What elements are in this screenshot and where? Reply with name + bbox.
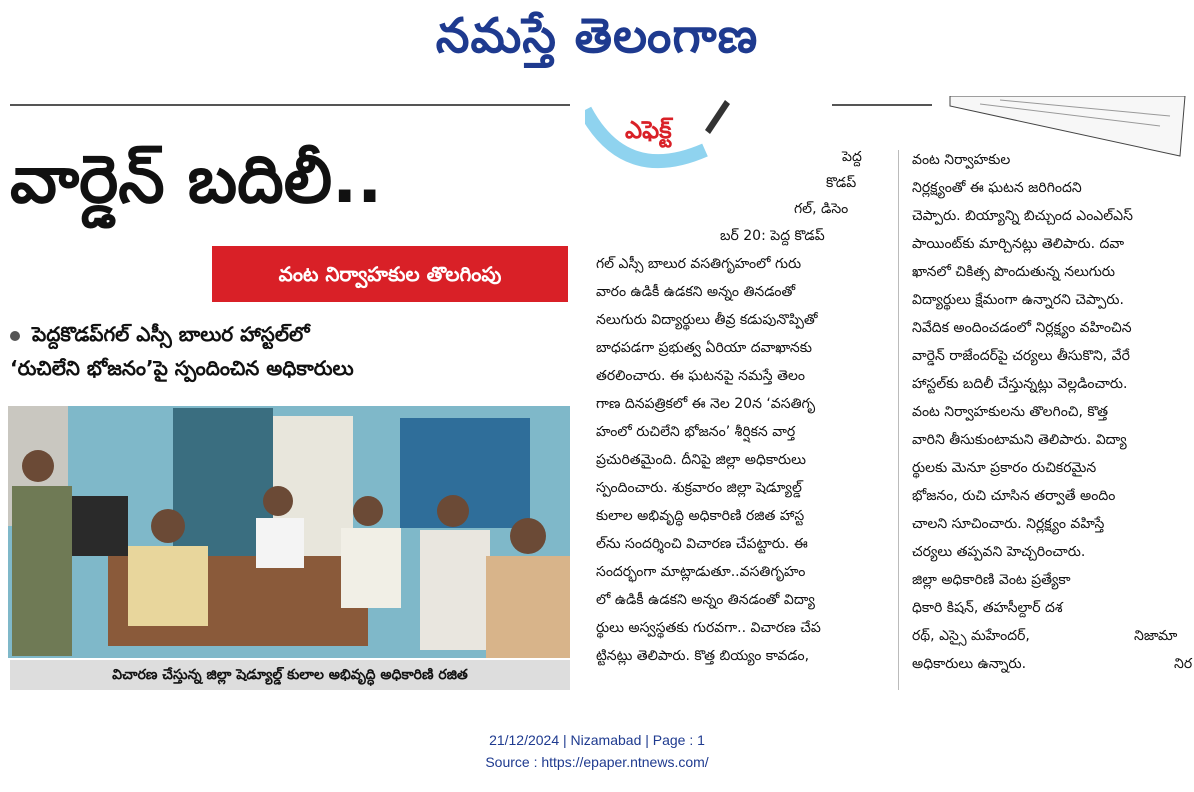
article-line: బాధపడగా ప్రభుత్వ ఏరియా దవాఖానకు	[596, 340, 812, 356]
article-line: అధికారులు ఉన్నారు.	[912, 656, 1027, 672]
article-line: సందర్భంగా మాట్లాడుతూ..వసతిగృహం	[596, 564, 806, 580]
dateline-line: గల్, డిసెం	[794, 201, 849, 217]
article-line: గల్ ఎస్సీ బాలుర వసతిగృహంలో గురు	[596, 256, 802, 272]
news-photo	[8, 406, 570, 658]
person-head	[263, 486, 293, 516]
column-divider	[898, 150, 899, 690]
bullet-line-2	[10, 356, 354, 385]
article-line: విద్యార్థులు క్షేమంగా ఉన్నారని చెప్పారు.	[912, 292, 1124, 308]
logo-text: ఎఫెక్ట్	[625, 116, 672, 144]
article-line: హాస్టల్‌కు బదిలీ చేస్తున్నట్లు వెల్లడించారు.	[912, 376, 1128, 392]
top-rule	[10, 104, 570, 106]
article-line: హంలో రుచిలేని భోజనం’ శీర్షికన వార్త	[596, 424, 796, 440]
person-head	[22, 450, 54, 482]
article-line: ల్‌ను సందర్శించి విచారణ చేపట్టారు. ఈ	[596, 536, 808, 552]
article-line: ఖానలో చికిత్స పొందుతున్న నలుగురు	[912, 264, 1115, 280]
headline: వార్డెన్ బదిలీ..	[10, 141, 383, 218]
article-line: చర్యలు తప్పవని హెచ్చరించారు.	[912, 544, 1086, 560]
article-line: వారిని తీసుకుంటామని తెలిపారు. విద్యా	[912, 432, 1127, 448]
person-body	[341, 528, 401, 608]
article-line: లో ఉడికీ ఉడకని అన్నం తినడంతో విద్యా	[596, 592, 815, 608]
article-line: ర్థులు అస్వస్థతకు గురవగా.. విచారణ చేప	[596, 620, 821, 636]
byline-line: నిర	[1174, 656, 1193, 672]
byline-line: నిజామా	[1134, 628, 1178, 644]
dateline-line: పెద్ద	[842, 149, 862, 165]
person-head	[151, 509, 185, 543]
article-line: వారం ఉడికీ ఉడకని అన్నం తినడంతో	[596, 284, 796, 300]
article-line: చెప్పారు. బియ్యాన్ని బిచ్చుంద ఎంఎల్ఎస్	[912, 208, 1133, 224]
article-line: వంట నిర్వాహకులను తొలగించి, కొత్త	[912, 404, 1109, 420]
article-line: బర్ 20: పెద్ద కొడప్	[720, 228, 825, 244]
person-head	[353, 496, 383, 526]
article-line: ట్టినట్లు తెలిపారు. కొత్త బియ్యం కావడం,	[596, 648, 810, 664]
pen-icon	[705, 100, 730, 134]
article-line: ప్రచురితమైంది. దీనిపై జిల్లా అధికారులు	[596, 452, 806, 468]
article-column-1	[596, 222, 892, 670]
footer-date-edition: 21/12/2024 | Nizamabad | Page : 1	[489, 732, 705, 748]
article-line: ధికారి కిషన్, తహసీల్దార్ దశ	[912, 600, 1063, 616]
person-body	[256, 518, 304, 568]
footer-source: Source : https://epaper.ntnews.com/	[485, 754, 709, 770]
photo-caption: విచారణ చేస్తున్న జిల్లా షెడ్యూల్డ్ కులాల అభివృద్ధి అధికారిణి రజిత	[10, 660, 570, 690]
article-line: వంట నిర్వాహకుల	[912, 152, 1011, 168]
person-body	[128, 546, 208, 626]
subheadline-banner: వంట నిర్వాహకుల తొలగింపు	[212, 246, 568, 302]
article-line: తరలించారు. ఈ ఘటనపై నమస్తే తెలం	[596, 368, 805, 384]
article-line: వార్డెన్ రాజేందర్‌పై చర్యలు తీసుకొని, వేరే	[912, 348, 1130, 364]
person-head	[437, 495, 469, 527]
article-line: భోజనం, రుచి చూసిన తర్వాతే అందిం	[912, 488, 1116, 504]
article-dateline	[760, 144, 890, 222]
article-line: గాణ దినపత్రికలో ఈ నెల 20న ‘వసతిగృ	[596, 396, 816, 412]
bullet-line-1	[10, 322, 310, 351]
person-body	[420, 530, 490, 650]
dateline-line: కొడప్	[826, 175, 857, 191]
article-line: పాయింట్‌కు మార్చినట్లు తెలిపారు. దవా	[912, 236, 1125, 252]
effect-logo	[585, 90, 735, 180]
article-line: చాలని సూచించారు. నిర్లక్ష్యం వహిస్తే	[912, 516, 1105, 532]
byline	[1134, 622, 1192, 678]
article-line: జిల్లా అధికారిణి వెంట ప్రత్యేకా	[912, 572, 1071, 588]
top-rule-right	[832, 104, 932, 106]
article-line: నిర్లక్ష్యంతో ఈ ఘటన జరిగిందని	[912, 180, 1082, 196]
article-column-2	[912, 146, 1194, 678]
person-body	[12, 486, 72, 656]
article-line: రథ్, ఎస్సై మహేందర్,	[912, 628, 1030, 644]
bullet-text-1: పెద్దకొడప్‌గల్ ఎస్సీ బాలుర హాస్టల్‌లో	[32, 322, 310, 346]
article-line: స్పందించారు. శుక్రవారం జిల్లా షెడ్యూల్డ్	[596, 480, 802, 496]
article-line: కులాల అభివృద్ధి అధికారిణి రజిత హాస్ట	[596, 508, 805, 524]
article-line: నివేదిక అందించడంలో నిర్లక్ష్యం వహించిన	[912, 320, 1132, 336]
masthead-title: నమస్తే తెలంగాణ	[435, 8, 759, 64]
article-line: నలుగురు విద్యార్థులు తీవ్ర కడుపునొప్పితో	[596, 312, 818, 328]
person-head	[510, 518, 546, 554]
bullet-text-2: ‘రుచిలేని భోజనం’పై స్పందించిన అధికారులు	[10, 356, 354, 380]
bullet-icon	[10, 331, 20, 341]
article-line: ర్థులకు మెనూ ప్రకారం రుచికరమైన	[912, 460, 1097, 476]
person-body	[486, 556, 570, 658]
